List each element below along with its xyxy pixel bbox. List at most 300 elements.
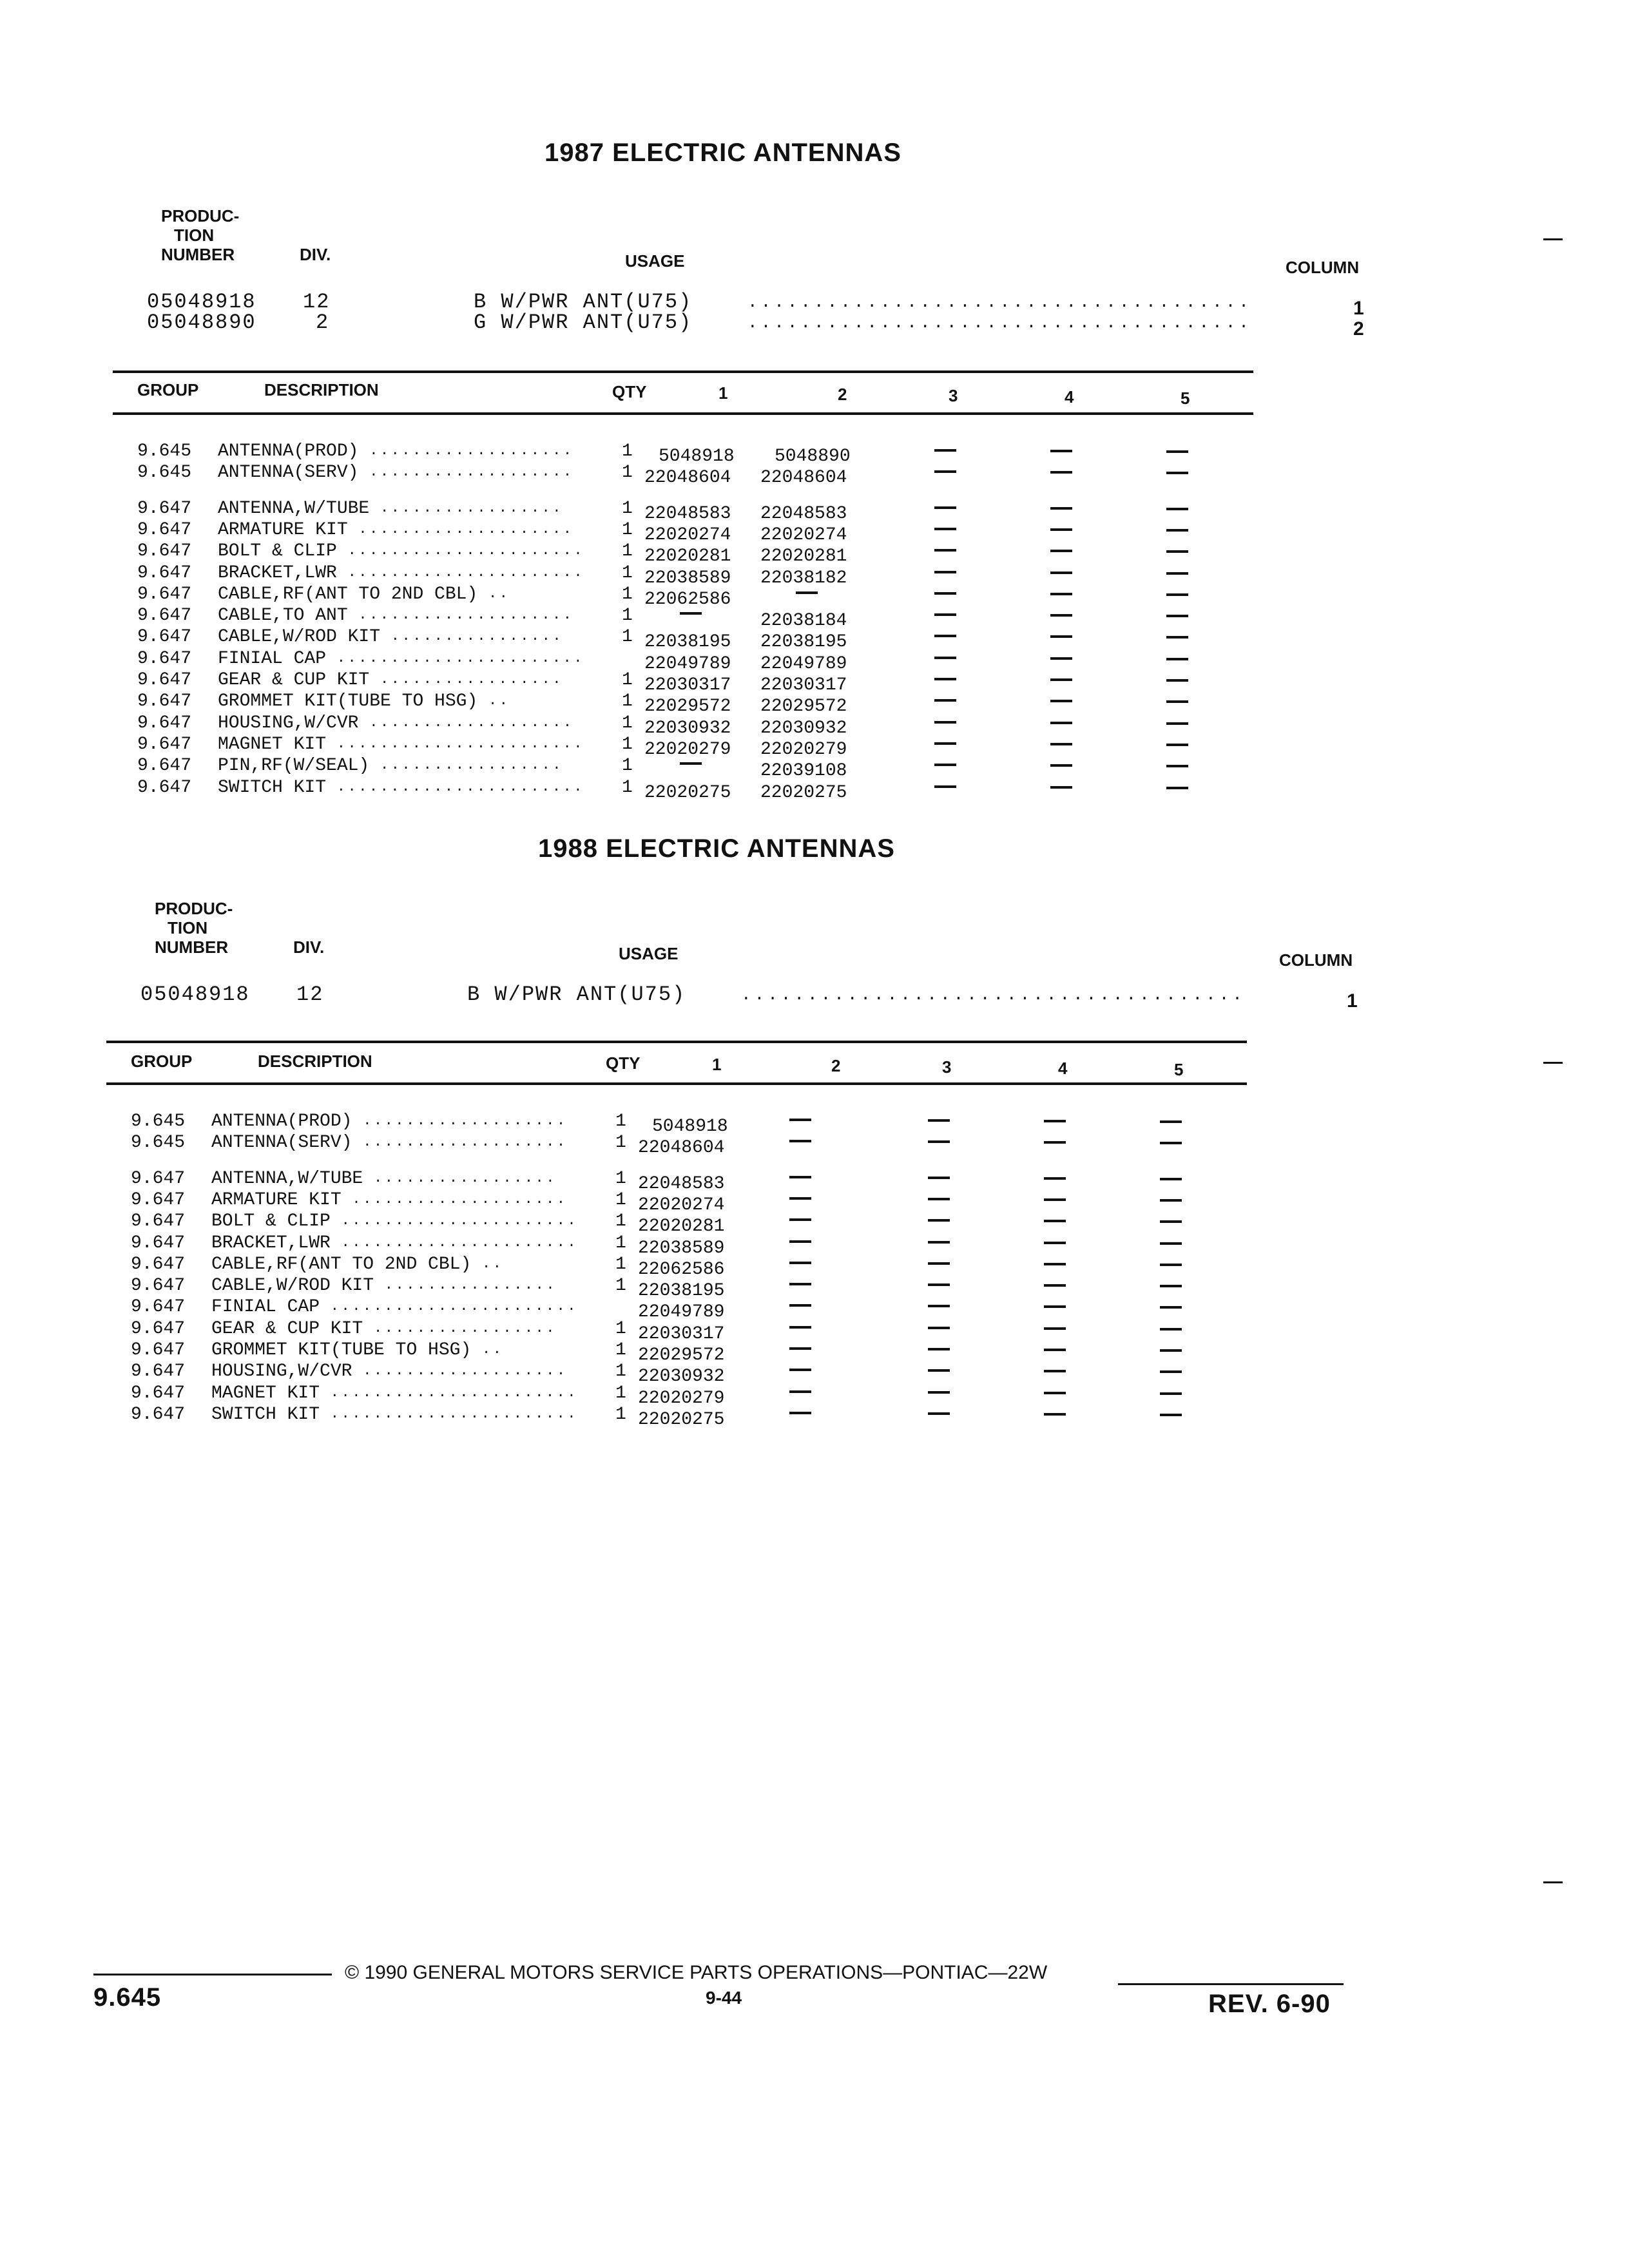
row-col-4-dash	[1044, 1120, 1066, 1122]
row-col-4-dash	[1044, 1305, 1066, 1308]
row-group: 9.647	[137, 648, 192, 669]
row-qty: 1	[622, 734, 633, 754]
row-col-3-dash	[934, 785, 956, 788]
row-col-2-dash	[789, 1390, 811, 1393]
row-qty: 1	[622, 541, 633, 562]
row-col-3-dash	[928, 1198, 950, 1200]
row-col-1: 22020274	[638, 1195, 725, 1215]
row-col-2-dash	[789, 1218, 811, 1221]
row-col-1: 22048583	[644, 503, 731, 524]
row-col-2-dash	[796, 591, 818, 594]
row-col-4-dash	[1044, 1349, 1066, 1351]
row-leader-dots: ..	[482, 1341, 504, 1358]
production-number: 05048918	[147, 290, 256, 314]
table-header-col-5: 5	[1181, 389, 1190, 408]
row-col-4-dash	[1044, 1263, 1066, 1265]
row-col-5-dash	[1166, 636, 1188, 639]
row-col-3-dash	[934, 721, 956, 724]
row-col-4-dash	[1044, 1284, 1066, 1287]
row-col-4-dash	[1050, 550, 1072, 552]
row-col-5-dash	[1160, 1306, 1182, 1309]
table-header-qty: QTY	[612, 382, 647, 401]
row-qty: 1	[622, 756, 633, 776]
row-group: 9.645	[137, 441, 192, 461]
row-qty: 1	[622, 584, 633, 604]
row-group: 9.647	[131, 1361, 186, 1382]
row-col-4-dash	[1044, 1141, 1066, 1144]
footer-rule-left	[93, 1974, 332, 1975]
row-col-2: 22038195	[760, 632, 847, 653]
row-col-3-dash	[934, 470, 956, 473]
row-leader-dots: ......................	[341, 1234, 579, 1251]
row-col-1: 22030932	[638, 1367, 725, 1387]
row-col-3-dash	[928, 1369, 950, 1372]
row-col-4-dash	[1050, 678, 1072, 681]
row-group: 9.647	[137, 498, 192, 519]
row-qty: 1	[622, 606, 633, 626]
row-col-1-dash	[680, 762, 702, 765]
row-leader-dots: ..	[482, 1255, 504, 1272]
row-col-3-dash	[934, 635, 956, 637]
row-leader-dots: ....................	[358, 607, 574, 624]
margin-tick	[1543, 238, 1563, 240]
row-leader-dots: .................	[380, 671, 563, 687]
row-col-2: 22048583	[760, 503, 847, 524]
row-qty: 1	[615, 1404, 626, 1425]
row-col-3-dash	[928, 1219, 950, 1222]
row-col-5-dash	[1166, 572, 1188, 575]
row-col-2-dash	[789, 1347, 811, 1350]
row-col-1: 22038195	[644, 632, 731, 653]
row-col-2: 22020274	[760, 524, 847, 545]
row-col-5-dash	[1166, 658, 1188, 660]
table-header-group: GROUP	[137, 380, 199, 399]
row-col-2: 22048604	[760, 468, 847, 488]
row-leader-dots: .................	[380, 499, 563, 516]
row-col-2-dash	[789, 1119, 811, 1121]
footer-revision: REV. 6-90	[1208, 1990, 1331, 2018]
row-col-5-dash	[1166, 450, 1188, 453]
row-col-2-dash	[789, 1176, 811, 1178]
row-qty: 1	[622, 441, 633, 461]
row-col-3-dash	[934, 571, 956, 573]
production-number: 05048890	[147, 311, 256, 334]
row-col-1: 22020279	[644, 739, 731, 760]
margin-tick	[1543, 1062, 1563, 1064]
row-leader-dots: ................	[390, 628, 564, 645]
row-qty: 1	[615, 1189, 626, 1210]
row-group: 9.647	[131, 1383, 186, 1403]
row-col-3-dash	[928, 1177, 950, 1179]
row-col-5-dash	[1166, 744, 1188, 746]
row-col-5-dash	[1166, 593, 1188, 596]
row-col-5-dash	[1166, 615, 1188, 617]
prod-header-produc: PRODUC-	[155, 899, 233, 918]
row-col-4-dash	[1050, 657, 1072, 660]
row-leader-dots: .......................	[330, 1298, 578, 1315]
row-col-2: 5048890	[775, 447, 851, 466]
row-col-5-dash	[1166, 508, 1188, 510]
row-col-1: 5048918	[659, 447, 735, 466]
row-col-4-dash	[1050, 593, 1072, 595]
row-description: SWITCH KIT	[211, 1404, 320, 1425]
row-col-4-dash	[1050, 743, 1072, 745]
row-col-4-dash	[1044, 1177, 1066, 1180]
prod-header-number: NUMBER	[161, 245, 235, 264]
row-group: 9.647	[137, 691, 192, 712]
row-col-5-dash	[1166, 722, 1188, 725]
row-group: 9.647	[137, 606, 192, 626]
prod-header-column: COLUMN	[1286, 258, 1360, 277]
row-group: 9.647	[131, 1233, 186, 1253]
row-col-4-dash	[1044, 1220, 1066, 1222]
row-group: 9.647	[131, 1404, 186, 1425]
row-description: ARMATURE KIT	[218, 519, 348, 540]
prod-header-div: DIV.	[293, 937, 325, 957]
row-description: ARMATURE KIT	[211, 1189, 342, 1210]
row-description: FINIAL CAP	[218, 648, 327, 669]
row-group: 9.647	[137, 562, 192, 583]
production-column: 2	[1353, 318, 1364, 340]
row-qty: 1	[622, 562, 633, 583]
prod-header-usage: USAGE	[625, 251, 685, 271]
row-col-2: 22039108	[760, 761, 847, 782]
row-col-3-dash	[934, 699, 956, 702]
row-col-4-dash	[1044, 1392, 1066, 1394]
row-leader-dots: .......................	[336, 778, 584, 795]
row-col-3-dash	[928, 1119, 950, 1122]
row-description: ANTENNA,W/TUBE	[211, 1168, 363, 1189]
row-col-1: 22020275	[638, 1409, 725, 1430]
row-col-3-dash	[934, 742, 956, 745]
row-col-2-dash	[789, 1326, 811, 1329]
row-group: 9.645	[137, 463, 192, 483]
row-leader-dots: ......................	[347, 543, 585, 559]
row-col-5-dash	[1160, 1120, 1182, 1123]
row-description: ANTENNA(PROD)	[211, 1111, 352, 1131]
row-qty: 1	[615, 1276, 626, 1296]
row-col-3-dash	[934, 449, 956, 452]
row-qty: 1	[622, 691, 633, 712]
row-leader-dots: ......................	[347, 564, 585, 581]
row-col-1: 22038195	[638, 1281, 725, 1302]
row-description: CABLE,W/ROD KIT	[211, 1276, 374, 1296]
row-group: 9.647	[137, 519, 192, 540]
row-leader-dots: .................	[374, 1169, 557, 1186]
row-description: CABLE,W/ROD KIT	[218, 627, 381, 648]
row-col-5-dash	[1166, 765, 1188, 767]
row-col-3-dash	[934, 506, 956, 509]
row-col-5-dash	[1160, 1264, 1182, 1266]
row-col-4-dash	[1044, 1413, 1066, 1416]
row-col-1: 22062586	[638, 1259, 725, 1280]
row-qty: 1	[622, 777, 633, 798]
table-header-description: DESCRIPTION	[264, 380, 379, 399]
production-number: 05048918	[140, 983, 250, 1006]
row-col-1: 22048604	[638, 1138, 725, 1158]
prod-header-number: NUMBER	[155, 937, 229, 957]
row-col-5-dash	[1160, 1178, 1182, 1180]
row-group: 9.647	[131, 1276, 186, 1296]
row-col-2: 22049789	[760, 653, 847, 674]
row-col-4-dash	[1044, 1370, 1066, 1372]
row-col-3-dash	[928, 1305, 950, 1307]
row-qty: 1	[622, 627, 633, 648]
row-col-2-dash	[789, 1197, 811, 1200]
row-col-1: 5048918	[652, 1117, 728, 1137]
row-col-5-dash	[1166, 472, 1188, 474]
production-leader-dots: ......................................	[741, 985, 1246, 1004]
row-col-4-dash	[1044, 1242, 1066, 1244]
table-header-qty: QTY	[606, 1053, 641, 1073]
row-description: ANTENNA(PROD)	[218, 441, 359, 461]
footer-copyright: © 1990 GENERAL MOTORS SERVICE PARTS OPERATIONS—PONTIAC—22W	[345, 1962, 1048, 1983]
section-title: 1987 ELECTRIC ANTENNAS	[545, 139, 901, 167]
row-leader-dots: ...................	[363, 1363, 568, 1379]
row-leader-dots: ...................	[363, 1113, 568, 1129]
row-col-1: 22029572	[638, 1345, 725, 1365]
row-col-3-dash	[934, 613, 956, 616]
row-description: PIN,RF(W/SEAL)	[218, 756, 370, 776]
table-header-col-3: 3	[942, 1057, 952, 1077]
row-col-2: 22029572	[760, 697, 847, 717]
row-col-1: 22049789	[644, 653, 731, 674]
row-col-1: 22020281	[644, 546, 731, 567]
row-qty: 1	[622, 713, 633, 733]
prod-header-tion: TION	[168, 918, 208, 937]
row-col-2: 22038182	[760, 568, 847, 588]
row-col-3-dash	[928, 1262, 950, 1265]
row-col-1: 22038589	[644, 568, 731, 588]
row-group: 9.647	[131, 1254, 186, 1274]
footer-section-number: 9.645	[93, 1983, 162, 2012]
row-col-5-dash	[1166, 550, 1188, 553]
row-col-2-dash	[789, 1140, 811, 1142]
row-col-2-dash	[789, 1369, 811, 1371]
row-col-2: 22030932	[760, 718, 847, 738]
row-col-5-dash	[1160, 1328, 1182, 1331]
row-qty: 1	[615, 1211, 626, 1232]
row-qty: 1	[615, 1318, 626, 1339]
row-leader-dots: .................	[380, 757, 563, 774]
row-group: 9.647	[131, 1189, 186, 1210]
row-col-3-dash	[928, 1348, 950, 1350]
row-col-4-dash	[1044, 1198, 1066, 1201]
row-col-1: 22020274	[644, 524, 731, 545]
row-description: SWITCH KIT	[218, 777, 327, 798]
row-leader-dots: ..	[488, 693, 510, 709]
row-qty: 1	[615, 1233, 626, 1253]
row-col-5-dash	[1160, 1220, 1182, 1223]
row-col-5-dash	[1160, 1285, 1182, 1287]
row-col-4-dash	[1050, 764, 1072, 767]
row-description: BOLT & CLIP	[218, 541, 337, 562]
section-title: 1988 ELECTRIC ANTENNAS	[538, 834, 895, 863]
row-group: 9.647	[137, 541, 192, 562]
row-leader-dots: .......................	[336, 649, 584, 666]
table-header-col-2: 2	[838, 385, 847, 404]
table-rule-bottom	[106, 1082, 1247, 1085]
row-col-1: 22020281	[638, 1216, 725, 1237]
row-leader-dots: ...................	[369, 443, 574, 459]
row-description: BOLT & CLIP	[211, 1211, 331, 1232]
row-col-2-dash	[789, 1412, 811, 1414]
row-qty: 1	[615, 1340, 626, 1360]
row-qty: 1	[622, 519, 633, 540]
row-description: CABLE,RF(ANT TO 2ND CBL)	[211, 1254, 472, 1274]
row-col-5-dash	[1160, 1392, 1182, 1395]
row-col-4-dash	[1050, 507, 1072, 510]
row-description: HOUSING,W/CVR	[218, 713, 359, 733]
row-col-1: 22020279	[638, 1388, 725, 1408]
row-leader-dots: ....................	[352, 1191, 568, 1207]
table-header-col-1: 1	[712, 1055, 722, 1074]
row-col-4-dash	[1044, 1327, 1066, 1330]
row-group: 9.647	[137, 584, 192, 604]
row-col-1: 22030317	[644, 675, 731, 695]
table-rule-top	[106, 1041, 1247, 1043]
row-description: CABLE,RF(ANT TO 2ND CBL)	[218, 584, 478, 604]
production-div: 12	[296, 983, 324, 1006]
row-col-2-dash	[789, 1304, 811, 1307]
production-column: 1	[1347, 990, 1358, 1012]
row-description: BRACKET,LWR	[218, 562, 337, 583]
row-group: 9.647	[131, 1211, 186, 1232]
footer-page-number: 9-44	[706, 1988, 742, 2008]
prod-header-usage: USAGE	[619, 944, 679, 963]
row-qty: 1	[615, 1168, 626, 1189]
row-col-2-dash	[789, 1240, 811, 1243]
row-group: 9.647	[131, 1340, 186, 1360]
row-leader-dots: ..	[488, 585, 510, 602]
row-col-3-dash	[934, 764, 956, 766]
row-col-4-dash	[1050, 450, 1072, 452]
margin-tick	[1543, 1881, 1563, 1883]
row-col-4-dash	[1050, 572, 1072, 574]
table-header-col-5: 5	[1174, 1060, 1184, 1079]
row-col-3-dash	[934, 549, 956, 552]
row-col-1: 22038589	[638, 1238, 725, 1258]
row-col-2: 22020279	[760, 739, 847, 760]
row-col-5-dash	[1166, 529, 1188, 532]
row-col-2-dash	[789, 1283, 811, 1285]
row-col-1: 22048604	[644, 468, 731, 488]
production-usage: B W/PWR ANT(U75)	[474, 290, 693, 314]
row-leader-dots: .......................	[336, 735, 584, 752]
row-group: 9.647	[131, 1168, 186, 1189]
row-col-2: 22030317	[760, 675, 847, 695]
row-col-4-dash	[1050, 528, 1072, 531]
row-col-5-dash	[1160, 1142, 1182, 1144]
row-leader-dots: .................	[374, 1320, 557, 1336]
table-header-col-4: 4	[1065, 387, 1074, 407]
row-col-2-dash	[789, 1262, 811, 1264]
row-group: 9.647	[137, 756, 192, 776]
row-leader-dots: .......................	[330, 1405, 578, 1422]
row-col-3-dash	[928, 1283, 950, 1286]
row-col-1: 22020275	[644, 782, 731, 803]
row-col-1: 22029572	[644, 697, 731, 717]
row-group: 9.645	[131, 1111, 186, 1131]
row-description: GEAR & CUP KIT	[211, 1318, 363, 1339]
prod-header-div: DIV.	[300, 245, 331, 264]
row-col-5-dash	[1160, 1370, 1182, 1373]
row-qty: 1	[615, 1254, 626, 1274]
row-col-3-dash	[934, 592, 956, 595]
row-group: 9.647	[137, 627, 192, 648]
row-col-4-dash	[1050, 471, 1072, 474]
production-usage: B W/PWR ANT(U75)	[467, 983, 686, 1006]
production-div: 12	[303, 290, 331, 314]
row-group: 9.647	[137, 777, 192, 798]
row-col-5-dash	[1160, 1242, 1182, 1245]
row-leader-dots: .......................	[330, 1384, 578, 1401]
row-group: 9.647	[137, 670, 192, 690]
table-header-col-3: 3	[949, 386, 958, 405]
row-col-3-dash	[928, 1391, 950, 1394]
row-qty: 1	[615, 1361, 626, 1382]
production-div: 2	[316, 311, 330, 334]
prod-header-column: COLUMN	[1279, 950, 1353, 970]
table-header-description: DESCRIPTION	[258, 1052, 372, 1071]
row-col-4-dash	[1050, 786, 1072, 789]
row-description: MAGNET KIT	[211, 1383, 320, 1403]
row-description: ANTENNA(SERV)	[218, 463, 359, 483]
row-col-4-dash	[1050, 700, 1072, 702]
table-header-col-4: 4	[1058, 1059, 1068, 1078]
row-qty: 1	[615, 1133, 626, 1153]
row-col-2: 22038184	[760, 611, 847, 631]
row-description: FINIAL CAP	[211, 1297, 320, 1318]
row-description: MAGNET KIT	[218, 734, 327, 754]
row-leader-dots: ....................	[358, 521, 574, 537]
row-col-3-dash	[928, 1140, 950, 1143]
row-group: 9.647	[131, 1318, 186, 1339]
row-col-5-dash	[1166, 679, 1188, 682]
row-col-3-dash	[934, 528, 956, 530]
production-column: 1	[1353, 298, 1364, 319]
row-col-5-dash	[1166, 700, 1188, 703]
row-qty: 1	[622, 463, 633, 483]
row-col-2: 22020281	[760, 546, 847, 567]
row-col-1: 22062586	[644, 589, 731, 610]
row-description: BRACKET,LWR	[211, 1233, 331, 1253]
row-col-1: 22030932	[644, 718, 731, 738]
row-group: 9.647	[131, 1297, 186, 1318]
row-col-4-dash	[1050, 722, 1072, 724]
row-col-1-dash	[680, 612, 702, 615]
row-description: ANTENNA(SERV)	[211, 1133, 352, 1153]
row-group: 9.647	[137, 734, 192, 754]
row-col-3-dash	[934, 657, 956, 659]
row-qty: 1	[622, 670, 633, 690]
row-col-3-dash	[928, 1327, 950, 1329]
row-description: GROMMET KIT(TUBE TO HSG)	[211, 1340, 472, 1360]
row-col-2: 22020275	[760, 782, 847, 803]
table-rule-bottom	[113, 412, 1253, 415]
row-col-1: 22048583	[638, 1173, 725, 1194]
row-description: GROMMET KIT(TUBE TO HSG)	[218, 691, 478, 712]
row-description: CABLE,TO ANT	[218, 606, 348, 626]
row-col-3-dash	[934, 678, 956, 680]
row-col-4-dash	[1050, 635, 1072, 638]
prod-header-tion: TION	[174, 226, 215, 245]
prod-header-produc: PRODUC-	[161, 206, 240, 226]
production-usage: G W/PWR ANT(U75)	[474, 311, 693, 334]
row-col-5-dash	[1166, 787, 1188, 789]
row-col-3-dash	[928, 1241, 950, 1244]
row-group: 9.645	[131, 1133, 186, 1153]
